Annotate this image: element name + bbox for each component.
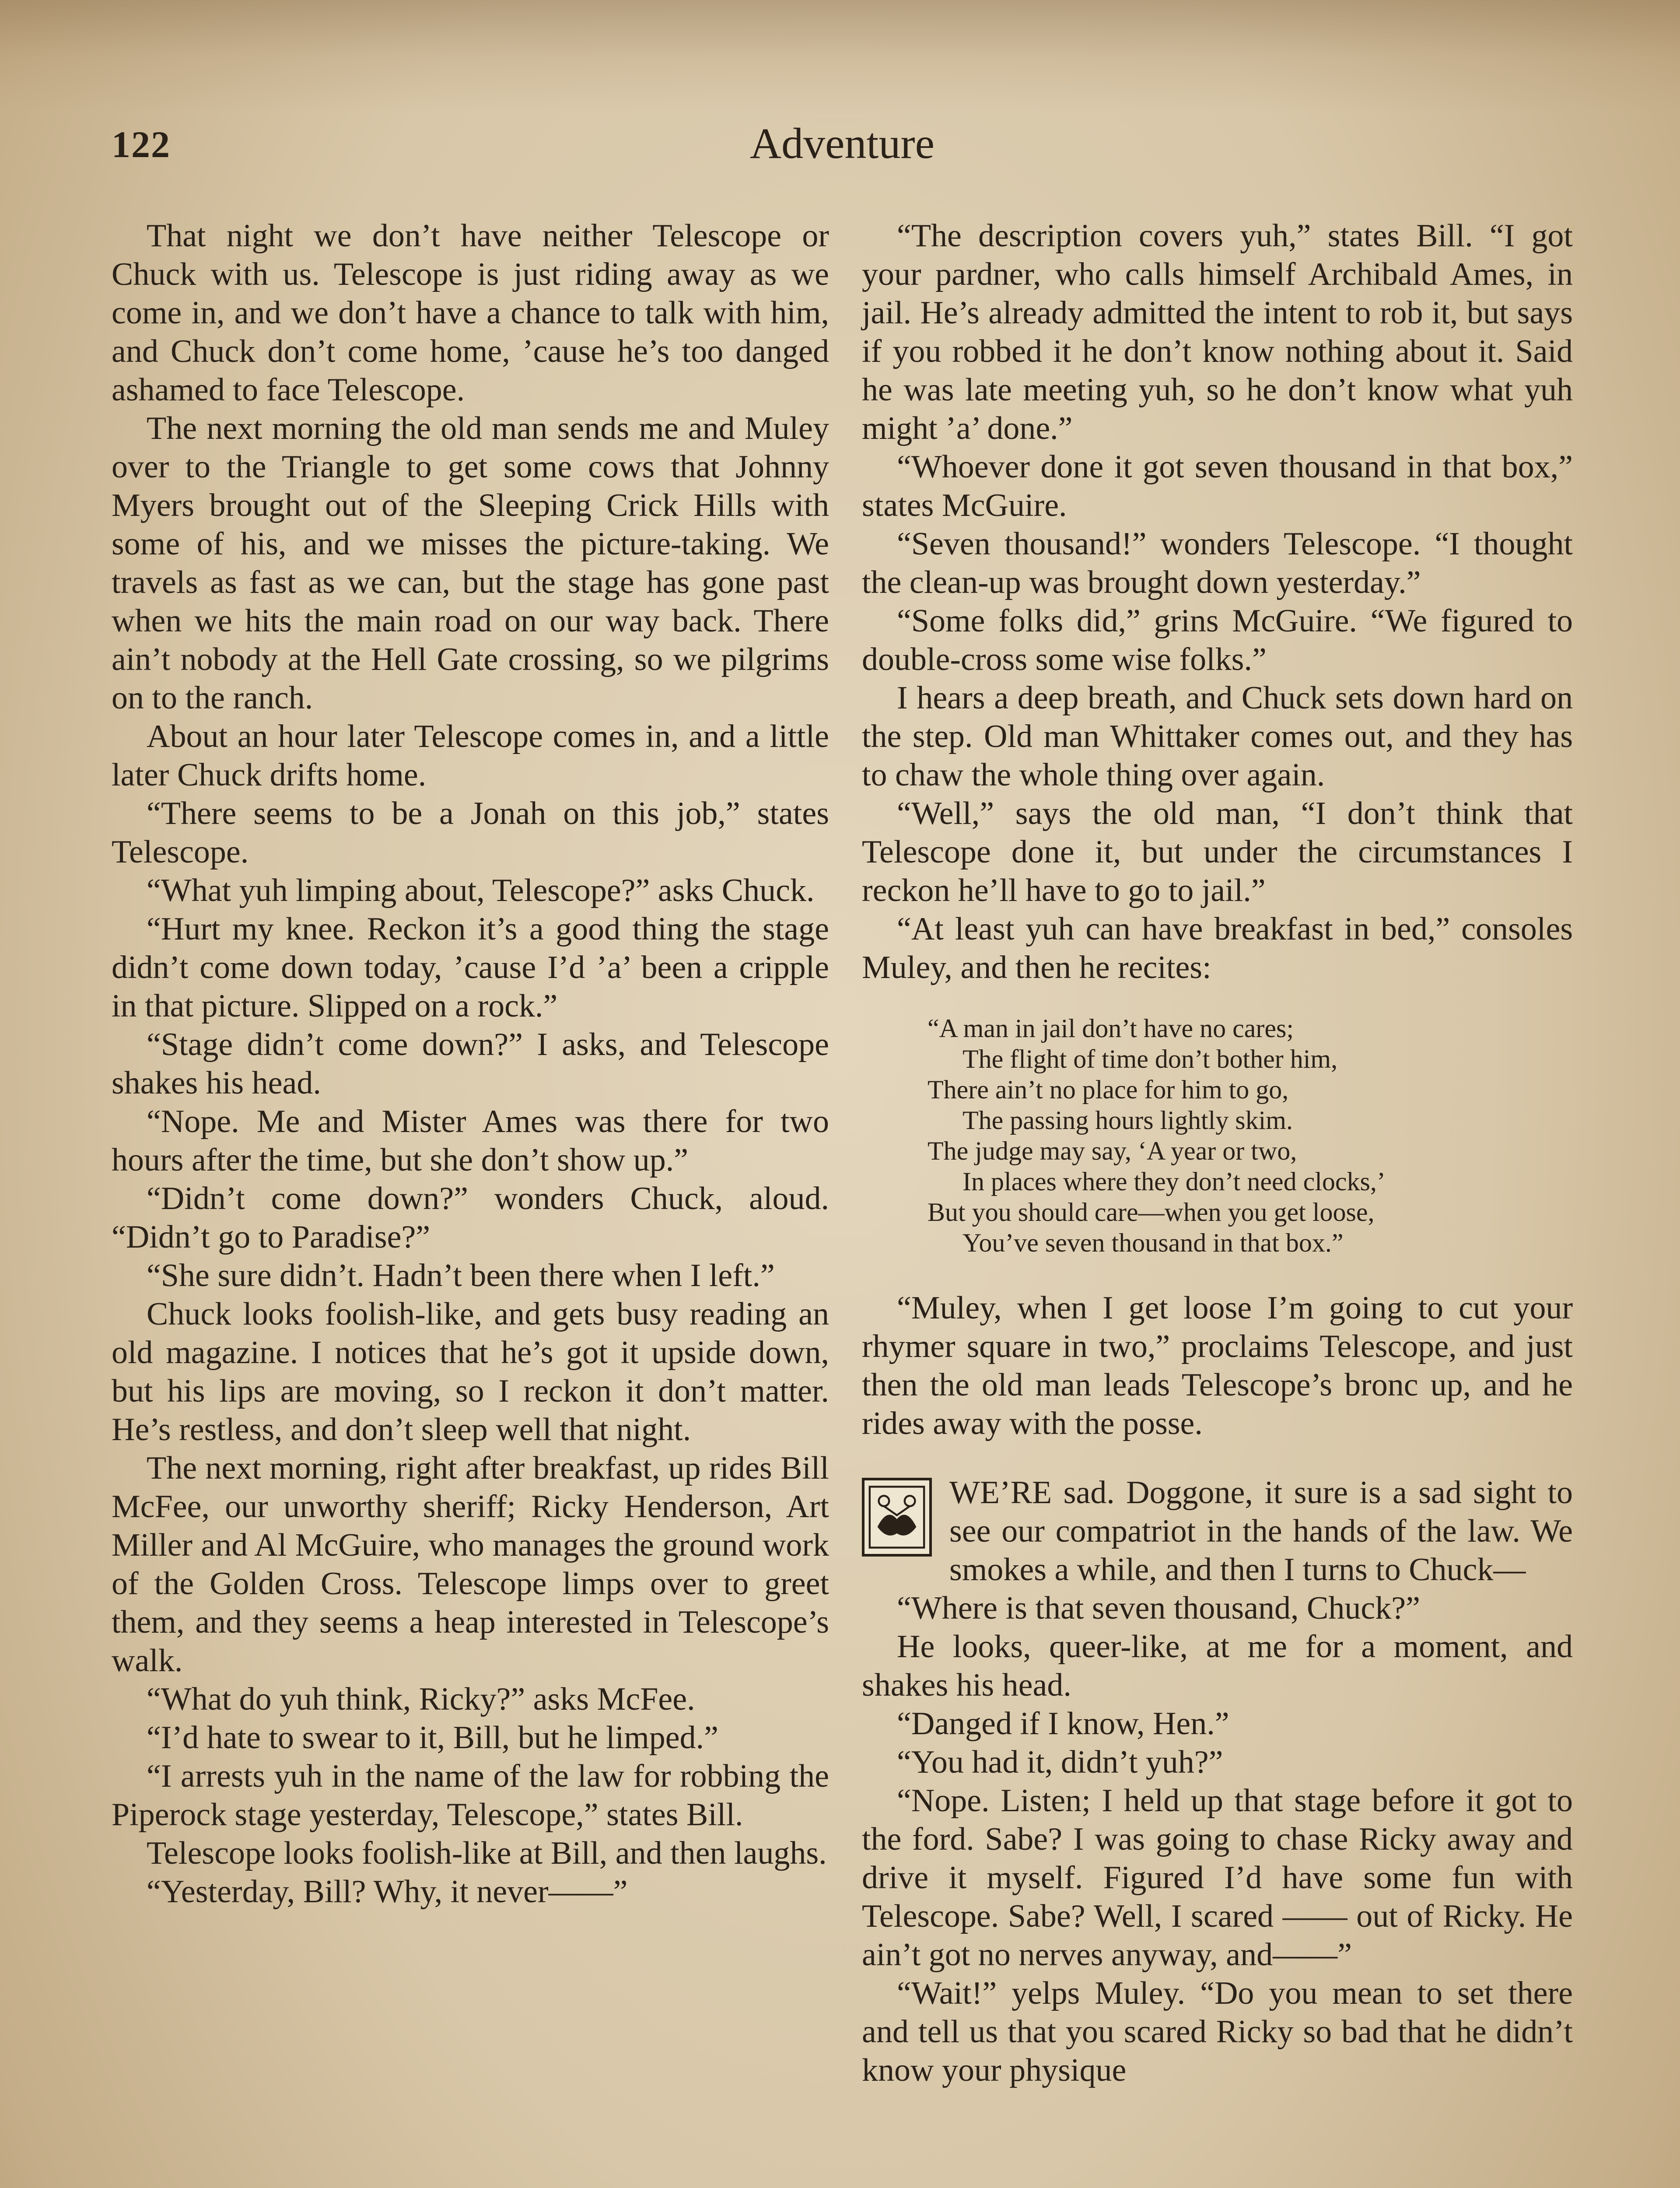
paragraph: “The description covers yuh,” states Bill. “I got your pardner, who calls himself Archibald Ames, in jail. He’s already admitted the intent to rob it, but says if you robbed it he don’t know nothing about it. Said he was late meeting yuh, so he don’t know what yuh might ’a’ done.” [862,218,1573,446]
poem-line: The flight of time don’t bother him, [962,1045,1338,1073]
page-number: 122 [112,123,171,165]
paragraph: “Yesterday, Bill? Why, it never——” [147,1874,628,1910]
paragraph: He looks, queer-like, at me for a moment, and shakes his head. [862,1629,1573,1703]
paragraph: “Seven thousand!” wonders Telescope. “I thought the clean-up was brought down yesterday.” [862,526,1573,600]
magazine-title: Adventure [749,119,935,168]
left-column [112,217,829,1911]
paragraph: Telescope looks foolish-like at Bill, and then laughs. [147,1835,827,1871]
page-header [112,118,1573,184]
paragraph: “Danged if I know, Hen.” [897,1706,1229,1742]
paragraph: “I’d hate to swear to it, Bill, but he limped.” [147,1720,718,1756]
paragraph: The next morning the old man sends me and Muley over to the Triangle to get some cows that Johnny Myers brought out of the Sleeping Crick Hills with some of his, and we misses the picture-taking. We travels as fast as we can, but the stage has gone past when we hits the main road on our way back. There ain’t nobody at the Hell Gate crossing, so we pilgrims on to the ranch. [112,410,829,716]
paragraph: “Nope. Listen; I held up that stage before it got to the ford. Sabe? I was going to chase Ricky away and drive it myself. Figured I’d have some fun with Telescope. Sabe? Well, I scared —— out of Ricky. He ain’t got no nerves anyway, and——” [862,1783,1573,1973]
paragraph: “At least yuh can have breakfast in bed,” consoles Muley, and then he recites: [862,911,1573,985]
paragraph: “I arrests yuh in the name of the law for robbing the Piperock stage yesterday, Telescope,” states Bill. [112,1758,829,1833]
paragraph: About an hour later Telescope comes in, and a little later Chuck drifts home. [112,719,829,793]
poem-line: In places where they don’t need clocks,’ [962,1167,1386,1196]
right-column [862,217,1573,2090]
paragraph: The next morning, right after breakfast, up rides Bill McFee, our unworthy sheriff; Ricky Henderson, Art Miller and Al McGuire, who manages the ground work of the Golden Cross. Telescope limps over to greet them, and they seems a heap interested in Telescope’s walk. [112,1450,829,1679]
poem-line: The passing hours lightly skim. [962,1106,1293,1135]
paragraph: “Stage didn’t come down?” I asks, and Telescope shakes his head. [112,1027,829,1101]
paragraph: “There seems to be a Jonah on this job,” states Telescope. [112,796,829,870]
page-stain [0,0,1680,114]
decorative-initial-icon [862,1478,932,1557]
poem [928,1013,1573,1258]
section-opening [862,1473,1573,1589]
poem-line: But you should care—when you get loose, [928,1198,1375,1227]
paragraph: “Wait!” yelps Muley. “Do you mean to set there and tell us that you scared Ricky so bad that he didn’t know your physique [862,1975,1573,2088]
paragraph: I hears a deep breath, and Chuck sets down hard on the step. Old man Whittaker comes out, and they has to chaw the whole thing over again. [862,680,1573,793]
poem-line: There ain’t no place for him to go, [928,1075,1289,1104]
paragraph: “Where is that seven thousand, Chuck?” [897,1590,1420,1626]
paragraph: That night we don’t have neither Telescope or Chuck with us. Telescope is just riding away as we come in, and we don’t have a chance to talk with him, and Chuck don’t come home, ’cause he’s too danged ashamed to face Telescope. [112,218,829,408]
poem-line: You’ve seven thousand in that box.” [962,1228,1344,1257]
paragraph: “Hurt my knee. Reckon it’s a good thing the stage didn’t come down today, ’cause I’d ’a’ been a cripple in that picture. Slipped on a rock.” [112,911,829,1024]
paragraph: “What do yuh think, Ricky?” asks McFee. [147,1681,695,1717]
poem-line: “A man in jail don’t have no cares; [928,1014,1294,1043]
paragraph: “She sure didn’t. Hadn’t been there when I left.” [147,1258,775,1294]
paragraph: “Muley, when I get loose I’m going to cut your rhymer square in two,” proclaims Telescope, and just then the old man leads Telescope’s bronc up, and he rides away with the posse. [862,1290,1573,1441]
paragraph: “What yuh limping about, Telescope?” asks Chuck. [147,873,815,908]
paragraph: “Some folks did,” grins McGuire. “We figured to double-cross some wise folks.” [862,603,1573,677]
paragraph: “You had it, didn’t yuh?” [897,1744,1223,1780]
paragraph: Chuck looks foolish-like, and gets busy reading an old magazine. I notices that he’s got it upside down, but his lips are moving, so I reckon it don’t matter. He’s restless, and don’t sleep well that night. [112,1296,829,1448]
paragraph: “Nope. Me and Mister Ames was there for two hours after the time, but she don’t show up.” [112,1104,829,1178]
poem-line: The judge may say, ‘A year or two, [928,1136,1297,1165]
paragraph: “Whoever done it got seven thousand in that box,” states McGuire. [862,449,1573,523]
paragraph: “Didn’t come down?” wonders Chuck, aloud. “Didn’t go to Paradise?” [112,1181,829,1255]
paragraph: “Well,” says the old man, “I don’t think that Telescope done it, but under the circumstances I reckon he’ll have to go to jail.” [862,796,1573,908]
paragraph: WE’RE sad. Doggone, it sure is a sad sight to see our compatriot in the hands of the law. We smokes a while, and then I turns to Chuck— [949,1475,1573,1588]
